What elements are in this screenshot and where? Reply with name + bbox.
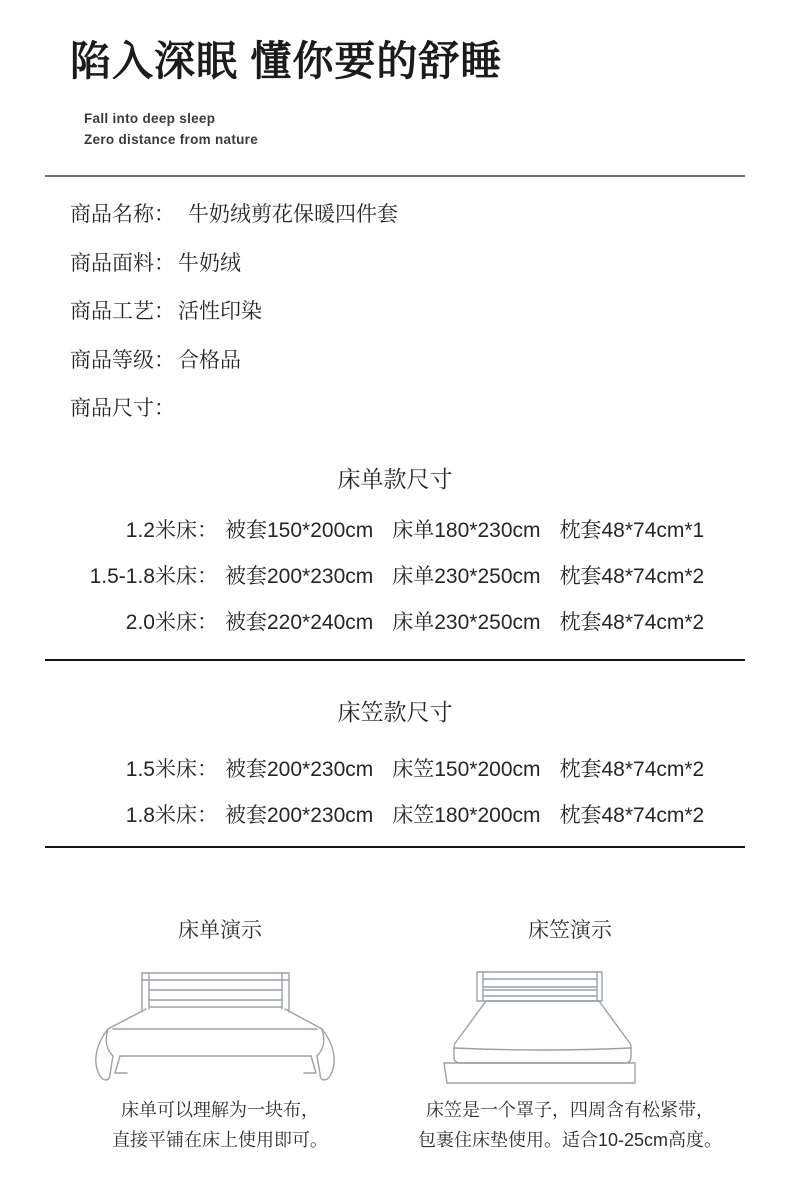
duvet-cover-size: 被套220*240cm [225, 610, 374, 634]
subtitle [84, 108, 745, 150]
caption-line2: 直接平铺在床上使用即可。 [112, 1129, 328, 1150]
flat-sheet-size: 床单180*230cm [392, 518, 541, 542]
bed-size-label: 1.8米床： [125, 803, 218, 827]
sheet-demo-caption [45, 1095, 395, 1155]
subtitle-line1: Fall into deep sleep [84, 111, 216, 126]
flat-sheet-size: 床单230*250cm [392, 564, 541, 588]
fitted-demo-caption [395, 1095, 745, 1155]
fitted-demo [395, 918, 745, 1155]
pillowcase-size: 枕套48*74cm*1 [559, 518, 705, 542]
bed-size-label: 1.5-1.8米床： [89, 564, 218, 588]
fitted-sheet-bed-diagram [430, 960, 710, 1095]
page-title: 陷入深眠 懂你要的舒睡 [70, 38, 503, 84]
sheet-sizes-table [0, 508, 790, 646]
fitted-sheet-size: 床笠180*200cm [392, 803, 541, 827]
duvet-cover-size: 被套200*230cm [225, 757, 374, 781]
pillowcase-size: 枕套48*74cm*2 [559, 757, 705, 781]
divider-middle [45, 659, 745, 661]
pillowcase-size: 枕套48*74cm*2 [559, 610, 705, 634]
subtitle-line2: Zero distance from nature [84, 132, 259, 147]
table-row [0, 554, 790, 600]
info-row-name [70, 191, 790, 240]
caption-line1: 床单可以理解为一块布， [121, 1099, 319, 1120]
duvet-cover-size: 被套200*230cm [225, 803, 374, 827]
table-row [0, 747, 790, 793]
bed-size-label: 1.2米床： [125, 518, 218, 542]
info-row-fabric [70, 240, 790, 289]
info-label: 商品工艺： [70, 300, 175, 323]
product-info-list [70, 191, 790, 434]
info-value: 牛奶绒剪花保暖四件套 [188, 203, 398, 226]
fitted-sizes-title: 床笠款尺寸 [337, 698, 453, 725]
info-label: 商品面料： [70, 251, 175, 275]
info-row-craft [70, 288, 790, 337]
flat-sheet-bed-diagram [80, 960, 360, 1095]
info-value: 活性印染 [178, 300, 262, 323]
caption-line2: 包裹住床垫使用。适合10-25cm高度。 [417, 1129, 723, 1150]
info-row-grade [70, 337, 790, 386]
pillowcase-size: 枕套48*74cm*2 [559, 803, 705, 827]
duvet-cover-size: 被套200*230cm [225, 564, 374, 588]
pillowcase-size: 枕套48*74cm*2 [559, 564, 705, 588]
info-value: 牛奶绒 [178, 251, 241, 275]
table-row [0, 600, 790, 646]
sheet-sizes-title: 床单款尺寸 [337, 465, 453, 492]
info-row-size [70, 385, 790, 434]
bed-size-label: 1.5米床： [125, 757, 218, 781]
info-label: 商品名称： [70, 203, 175, 226]
divider-bottom [45, 846, 745, 848]
fitted-sizes-table [0, 747, 790, 839]
info-value: 合格品 [178, 348, 241, 372]
bed-size-label: 2.0米床： [125, 610, 218, 634]
fitted-demo-title: 床笠演示 [528, 918, 612, 942]
header [0, 0, 790, 150]
table-row [0, 793, 790, 839]
sheet-demo [45, 918, 395, 1155]
flat-sheet-size: 床单230*250cm [392, 610, 541, 634]
fitted-sheet-size: 床笠150*200cm [392, 757, 541, 781]
divider-top [45, 175, 745, 177]
info-label: 商品等级： [70, 348, 175, 372]
demo-section [0, 918, 790, 1155]
table-row [0, 508, 790, 554]
caption-line1: 床笠是一个罩子，四周含有松紧带， [426, 1099, 714, 1120]
sheet-demo-title: 床单演示 [178, 918, 262, 942]
info-label: 商品尺寸： [70, 397, 175, 420]
duvet-cover-size: 被套150*200cm [225, 518, 374, 542]
